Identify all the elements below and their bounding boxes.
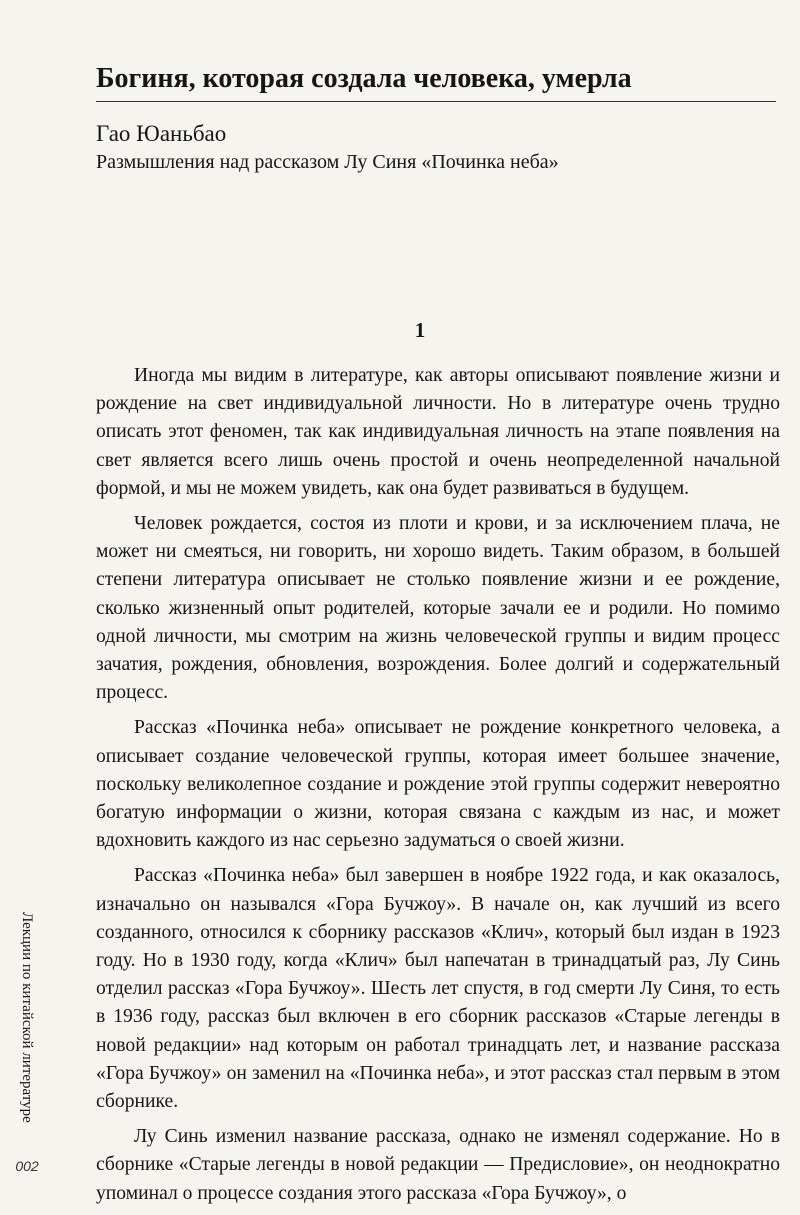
body-text <box>96 362 780 1215</box>
running-head: Лекции по китайской литературе <box>19 912 35 1123</box>
paragraph: Иногда мы видим в литературе, как авторы описывают появление жизни и рождение на свет индивидуальной личности. Но в литературе очень трудно описать этот феномен, так как индивидуальная личность на этапе появления на свет является всего лишь очень простой и очень неопределенной начальной формой, и мы не можем увидеть, как она будет развиваться в будущем. <box>96 365 780 499</box>
article-title: Богиня, которая создала человека, умерла <box>96 63 632 94</box>
paragraph: Человек рождается, состоя из плоти и крови, и за исключением плача, не может ни смеяться, ни говорить, ни хорошо видеть. Таким образом, в большей степени литература описывает не столько появление жизни и ее рождение, сколько жизненный опыт родителей, которые зачали ее и родили. Но помимо одной личности, мы смотрим на жизнь человеческой группы и видим процесс зачатия, рождения, обновления, возрождения. Более долгий и содержательный процесс. <box>96 513 780 704</box>
section-number: 1 <box>414 318 426 342</box>
page-margin-sidebar <box>12 900 42 1190</box>
paragraph: Рассказ «Починка неба» был завершен в ноябре 1922 года, и как оказалось, изначально он назывался «Гора Бучжоу». В начале он, как лучший из всего созданного, относился к сборнику рассказов «Клич», который был издан в 1923 году. Но в 1930 году, когда «Клич» был напечатан в тринадцатый раз, Лу Синь отделил рассказ «Гора Бучжоу». Шесть лет спустя, в год смерти Лу Синя, то есть в 1936 году, рассказ был включен в его сборник рассказов «Старые легенды в новой редакции» над которым он работал тринадцать лет, и название рассказа «Гора Бучжоу» он заменил на «Починка неба», и этот рассказ стал первым в этом сборнике. <box>96 865 780 1113</box>
paragraph: Рассказ «Починка неба» описывает не рождение конкретного человека, а описывает создание человеческой группы, которая имеет большее значение, поскольку великолепное создание и рождение этой группы содержит невероятно богатую информации о жизни, которая связана с каждым из нас, и может вдохновить каждого из нас серьезно задуматься о своей жизни. <box>96 717 780 852</box>
title-divider <box>96 101 776 102</box>
article-subtitle: Размышления над рассказом Лу Синя «Починка неба» <box>96 151 559 173</box>
page-number: 002 <box>15 1158 39 1174</box>
paragraph: Лу Синь изменил название рассказа, однако не изменял содержание. Но в сборнике «Старые легенды в новой редакции — Предисловие», он неоднократно упоминал о процессе создания этого рассказа «Гора Бучжоу», о <box>96 1126 780 1204</box>
article-author: Гао Юаньбао <box>96 121 227 146</box>
